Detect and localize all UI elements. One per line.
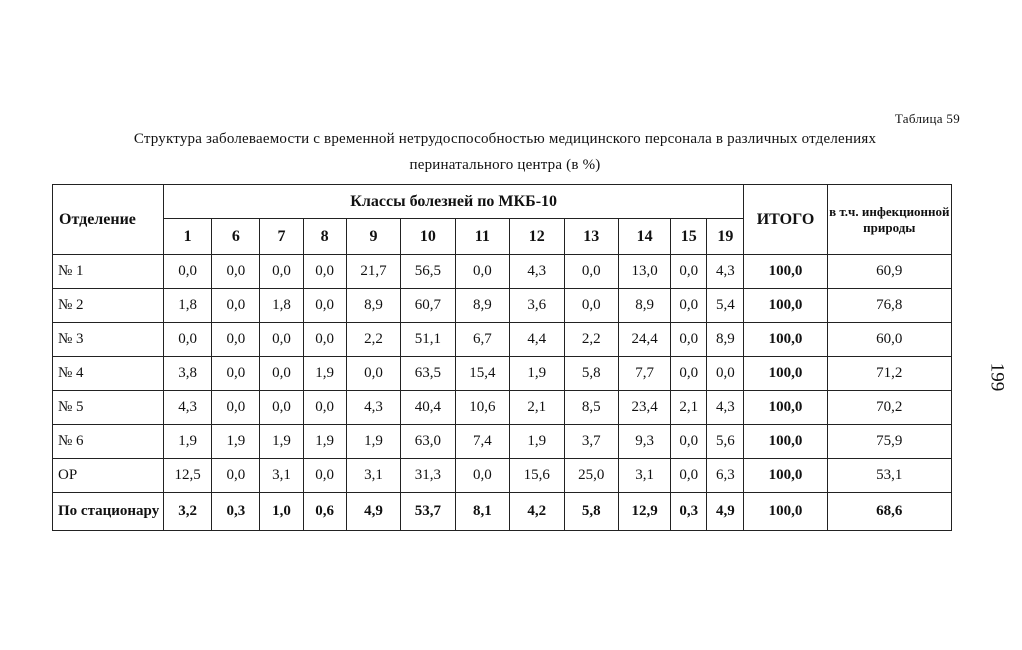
value-cell: 8,9 xyxy=(707,323,744,357)
value-cell: 56,5 xyxy=(401,255,455,289)
header-class-number: 14 xyxy=(618,219,670,255)
value-cell: 6,7 xyxy=(455,323,509,357)
total-cell: 100,0 xyxy=(744,289,827,323)
value-cell: 8,5 xyxy=(564,391,618,425)
value-cell: 2,1 xyxy=(510,391,564,425)
value-cell: 0,0 xyxy=(671,289,707,323)
value-cell: 21,7 xyxy=(346,255,400,289)
morbidity-table xyxy=(52,184,952,531)
value-cell: 1,9 xyxy=(510,357,564,391)
value-cell: 3,1 xyxy=(260,459,303,493)
value-cell: 5,8 xyxy=(564,357,618,391)
value-cell: 0,0 xyxy=(671,255,707,289)
total-cell: 100,0 xyxy=(744,255,827,289)
value-cell: 9,3 xyxy=(618,425,670,459)
value-cell: 0,0 xyxy=(212,255,260,289)
header-class-number: 1 xyxy=(163,219,211,255)
value-cell: 0,0 xyxy=(671,425,707,459)
value-cell: 23,4 xyxy=(618,391,670,425)
header-class-number: 11 xyxy=(455,219,509,255)
value-cell: 4,3 xyxy=(163,391,211,425)
value-cell: 0,6 xyxy=(303,493,346,531)
value-cell: 2,1 xyxy=(671,391,707,425)
value-cell: 0,0 xyxy=(564,289,618,323)
value-cell: 7,7 xyxy=(618,357,670,391)
infectious-cell: 60,0 xyxy=(827,323,951,357)
total-cell: 100,0 xyxy=(744,459,827,493)
header-class-number: 12 xyxy=(510,219,564,255)
value-cell: 4,3 xyxy=(707,391,744,425)
value-cell: 1,9 xyxy=(303,357,346,391)
value-cell: 4,3 xyxy=(510,255,564,289)
infectious-cell: 70,2 xyxy=(827,391,951,425)
value-cell: 0,0 xyxy=(260,255,303,289)
infectious-cell: 75,9 xyxy=(827,425,951,459)
total-cell: 100,0 xyxy=(744,357,827,391)
value-cell: 1,0 xyxy=(260,493,303,531)
value-cell: 3,8 xyxy=(163,357,211,391)
department-cell: ОР xyxy=(53,459,164,493)
value-cell: 0,0 xyxy=(303,391,346,425)
value-cell: 8,9 xyxy=(618,289,670,323)
page-number: 199 xyxy=(986,362,1008,392)
header-class-number: 19 xyxy=(707,219,744,255)
value-cell: 2,2 xyxy=(564,323,618,357)
value-cell: 0,0 xyxy=(303,289,346,323)
value-cell: 8,1 xyxy=(455,493,509,531)
header-disease-classes: Классы болезней по МКБ-10 xyxy=(163,185,743,219)
value-cell: 1,9 xyxy=(510,425,564,459)
table-row xyxy=(53,289,952,323)
table-title-line-2: перинатального центра (в %) xyxy=(409,157,601,173)
value-cell: 0,0 xyxy=(671,459,707,493)
department-cell: № 3 xyxy=(53,323,164,357)
value-cell: 4,3 xyxy=(346,391,400,425)
value-cell: 4,9 xyxy=(346,493,400,531)
value-cell: 0,0 xyxy=(163,255,211,289)
total-cell: 100,0 xyxy=(744,425,827,459)
value-cell: 6,3 xyxy=(707,459,744,493)
department-cell: № 5 xyxy=(53,391,164,425)
department-cell: № 1 xyxy=(53,255,164,289)
value-cell: 1,9 xyxy=(303,425,346,459)
value-cell: 1,9 xyxy=(260,425,303,459)
value-cell: 3,1 xyxy=(346,459,400,493)
value-cell: 0,0 xyxy=(671,323,707,357)
header-class-number: 13 xyxy=(564,219,618,255)
value-cell: 4,4 xyxy=(510,323,564,357)
value-cell: 31,3 xyxy=(401,459,455,493)
value-cell: 0,0 xyxy=(260,357,303,391)
value-cell: 3,2 xyxy=(163,493,211,531)
value-cell: 1,8 xyxy=(260,289,303,323)
value-cell: 8,9 xyxy=(346,289,400,323)
value-cell: 0,3 xyxy=(212,493,260,531)
value-cell: 13,0 xyxy=(618,255,670,289)
department-cell: № 6 xyxy=(53,425,164,459)
value-cell: 3,6 xyxy=(510,289,564,323)
table-row xyxy=(53,255,952,289)
value-cell: 3,1 xyxy=(618,459,670,493)
value-cell: 1,9 xyxy=(163,425,211,459)
value-cell: 40,4 xyxy=(401,391,455,425)
value-cell: 1,8 xyxy=(163,289,211,323)
infectious-cell: 76,8 xyxy=(827,289,951,323)
table-caption: Таблица 59 xyxy=(894,111,960,126)
table-row xyxy=(53,391,952,425)
summary-row xyxy=(53,493,952,531)
value-cell: 0,0 xyxy=(455,255,509,289)
value-cell: 0,0 xyxy=(671,357,707,391)
value-cell: 3,7 xyxy=(564,425,618,459)
value-cell: 7,4 xyxy=(455,425,509,459)
header-total: ИТОГО xyxy=(744,185,827,255)
value-cell: 5,6 xyxy=(707,425,744,459)
header-class-number: 7 xyxy=(260,219,303,255)
infectious-cell: 53,1 xyxy=(827,459,951,493)
value-cell: 63,0 xyxy=(401,425,455,459)
header-infectious: в т.ч. инфекционной природы xyxy=(827,185,951,255)
department-cell: № 4 xyxy=(53,357,164,391)
value-cell: 0,0 xyxy=(346,357,400,391)
value-cell: 1,9 xyxy=(346,425,400,459)
total-cell: 100,0 xyxy=(744,323,827,357)
value-cell: 0,3 xyxy=(671,493,707,531)
table-row xyxy=(53,357,952,391)
value-cell: 0,0 xyxy=(212,459,260,493)
value-cell: 15,6 xyxy=(510,459,564,493)
value-cell: 0,0 xyxy=(455,459,509,493)
value-cell: 4,9 xyxy=(707,493,744,531)
value-cell: 0,0 xyxy=(564,255,618,289)
value-cell: 15,4 xyxy=(455,357,509,391)
value-cell: 0,0 xyxy=(212,391,260,425)
value-cell: 0,0 xyxy=(303,459,346,493)
infectious-cell: 60,9 xyxy=(827,255,951,289)
value-cell: 60,7 xyxy=(401,289,455,323)
value-cell: 4,2 xyxy=(510,493,564,531)
header-class-number: 9 xyxy=(346,219,400,255)
value-cell: 51,1 xyxy=(401,323,455,357)
value-cell: 4,3 xyxy=(707,255,744,289)
header-class-number: 10 xyxy=(401,219,455,255)
value-cell: 0,0 xyxy=(303,323,346,357)
table-row xyxy=(53,459,952,493)
department-cell: По стационару xyxy=(53,493,164,531)
value-cell: 2,2 xyxy=(346,323,400,357)
value-cell: 8,9 xyxy=(455,289,509,323)
value-cell: 0,0 xyxy=(212,323,260,357)
value-cell: 0,0 xyxy=(707,357,744,391)
value-cell: 5,8 xyxy=(564,493,618,531)
value-cell: 0,0 xyxy=(303,255,346,289)
value-cell: 5,4 xyxy=(707,289,744,323)
value-cell: 63,5 xyxy=(401,357,455,391)
table-title-line-1: Структура заболеваемости с временной нетрудоспособностью медицинского персонала в различных отделениях xyxy=(133,131,877,147)
value-cell: 0,0 xyxy=(260,391,303,425)
value-cell: 0,0 xyxy=(163,323,211,357)
header-class-number: 15 xyxy=(671,219,707,255)
department-cell: № 2 xyxy=(53,289,164,323)
value-cell: 0,0 xyxy=(260,323,303,357)
total-cell: 100,0 xyxy=(744,391,827,425)
header-department: Отделение xyxy=(53,185,164,255)
value-cell: 10,6 xyxy=(455,391,509,425)
value-cell: 24,4 xyxy=(618,323,670,357)
value-cell: 0,0 xyxy=(212,357,260,391)
total-cell: 100,0 xyxy=(744,493,827,531)
value-cell: 12,5 xyxy=(163,459,211,493)
infectious-cell: 71,2 xyxy=(827,357,951,391)
header-class-number: 6 xyxy=(212,219,260,255)
value-cell: 0,0 xyxy=(212,289,260,323)
value-cell: 1,9 xyxy=(212,425,260,459)
infectious-cell: 68,6 xyxy=(827,493,951,531)
table-row xyxy=(53,323,952,357)
table-row xyxy=(53,425,952,459)
value-cell: 12,9 xyxy=(618,493,670,531)
value-cell: 53,7 xyxy=(401,493,455,531)
header-class-number: 8 xyxy=(303,219,346,255)
value-cell: 25,0 xyxy=(564,459,618,493)
